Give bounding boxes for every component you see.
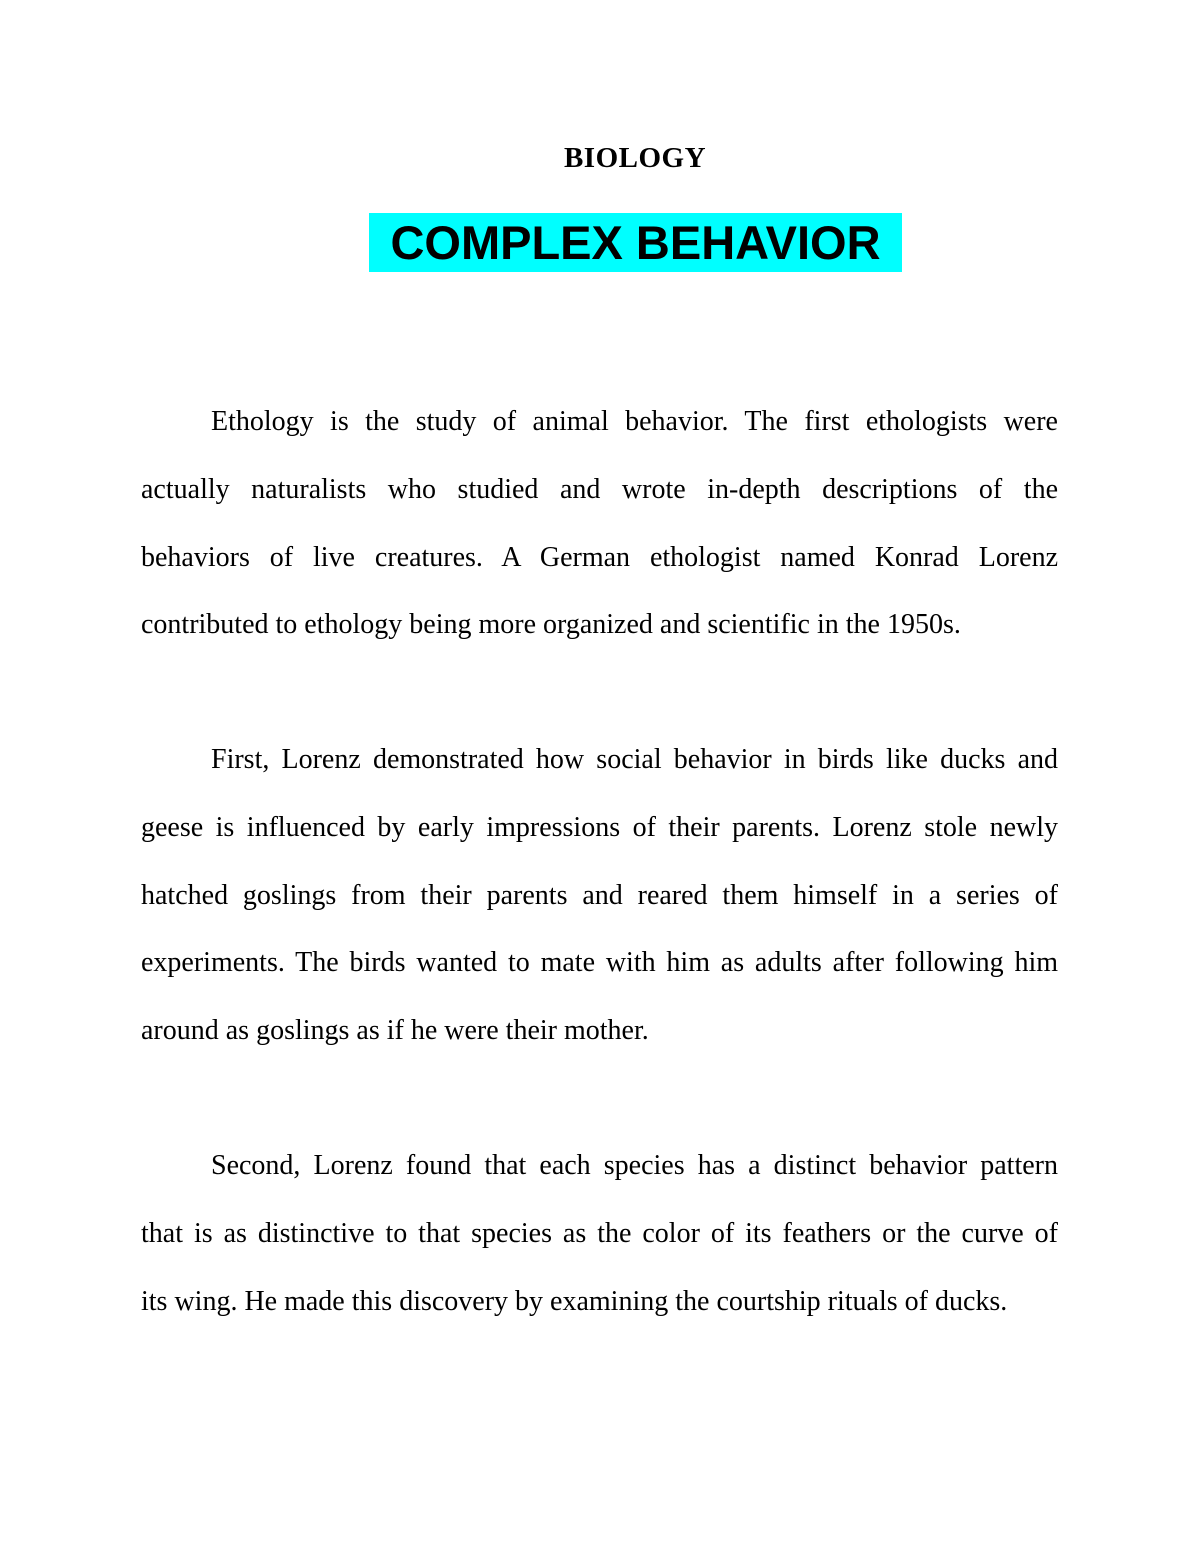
paragraph-1-line-3: behaviors of live creatures. A German ethologist named Konrad Lorenz [141, 542, 1058, 573]
paragraph-3-line-2: that is as distinctive to that species as the color of its feathers or the curve of [141, 1218, 1058, 1249]
paragraph-3-line-3: its wing. He made this discovery by examining the courtship rituals of ducks. [141, 1286, 1008, 1317]
paragraph-2-line-3: hatched goslings from their parents and reared them himself in a series of [141, 880, 1058, 911]
paragraph-2-line-4: experiments. The birds wanted to mate with him as adults after following him [141, 947, 1058, 978]
paragraph-1-line-2: actually naturalists who studied and wrote in-depth descriptions of the [141, 474, 1058, 505]
document-title: COMPLEX BEHAVIOR [390, 216, 881, 269]
paragraph-2-line-1: First, Lorenz demonstrated how social behavior in birds like ducks and [211, 744, 1058, 775]
paragraph-3-line-1: Second, Lorenz found that each species has a distinct behavior pattern [211, 1150, 1058, 1181]
paragraph-2-line-5: around as goslings as if he were their mother. [141, 1015, 649, 1046]
paragraph-1-line-4: contributed to ethology being more organized and scientific in the 1950s. [141, 609, 961, 640]
subject-heading: BIOLOGY [563, 142, 707, 174]
paragraph-2-line-2: geese is influenced by early impressions of their parents. Lorenz stole newly [141, 812, 1058, 843]
title-highlight [369, 213, 902, 272]
paragraph-1-line-1: Ethology is the study of animal behavior. The first ethologists were [211, 406, 1058, 437]
